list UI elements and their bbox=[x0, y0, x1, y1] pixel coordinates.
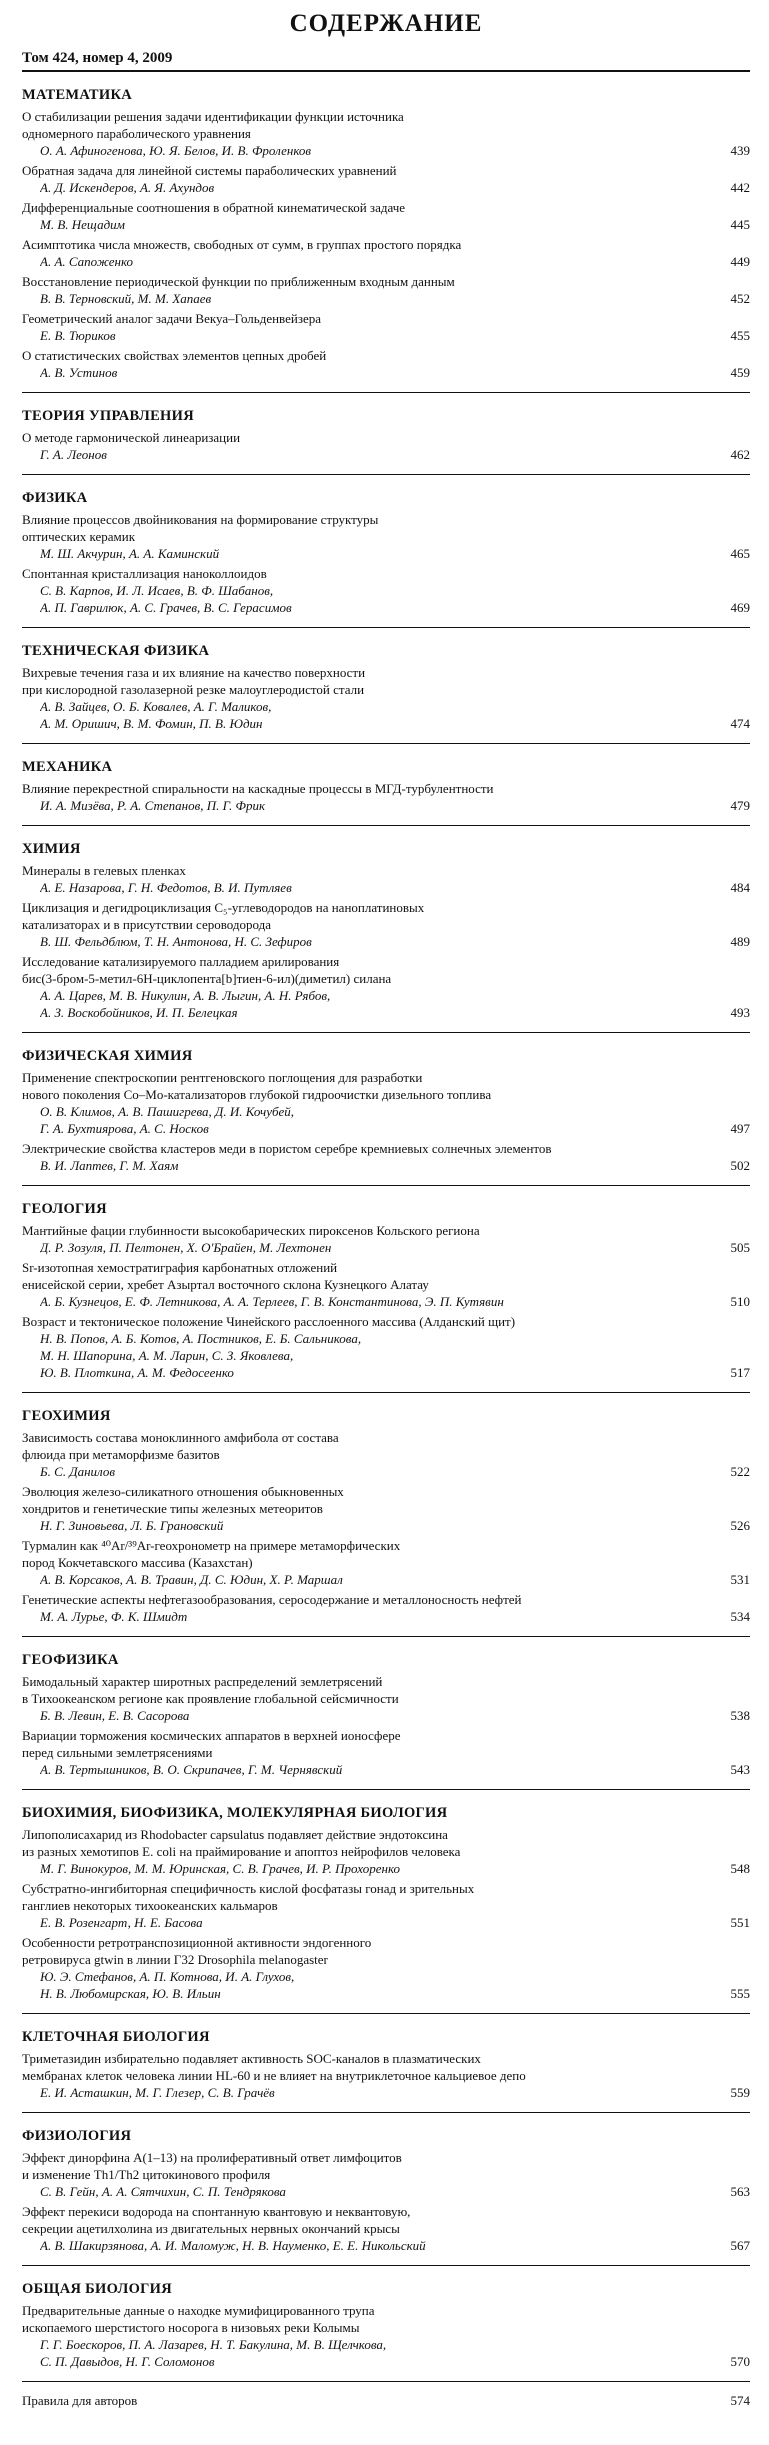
article-title-line: в Тихоокеанском регионе как проявление глобальной сейсмичности bbox=[22, 1691, 399, 1706]
article-entry bbox=[22, 953, 750, 1021]
toc-section bbox=[22, 393, 750, 474]
article-entry bbox=[22, 664, 750, 732]
article-entry bbox=[22, 2203, 750, 2254]
article-byline bbox=[22, 1707, 750, 1724]
article-entry bbox=[22, 1259, 750, 1310]
article-title-line: Исследование катализируемого палладием арилирования bbox=[22, 954, 340, 969]
page-number: 570 bbox=[730, 2354, 750, 2369]
article-byline bbox=[22, 142, 750, 159]
page-number: 531 bbox=[730, 1572, 750, 1587]
article-authors bbox=[22, 216, 710, 233]
author-line: М. Н. Шапорина, А. М. Ларин, С. З. Яковлева, bbox=[40, 1348, 294, 1363]
section-title: ГЕОФИЗИКА bbox=[22, 1652, 119, 1668]
issue-info: Том 424, номер 4, 2009 bbox=[22, 50, 173, 66]
article-title-line: Субстратно-ингибиторная специфичность кислой фосфатазы гонад и зрительных bbox=[22, 1881, 475, 1896]
page-number: 474 bbox=[730, 716, 750, 731]
article-authors bbox=[22, 1293, 710, 1310]
page-number: 442 bbox=[730, 180, 750, 195]
article-authors bbox=[22, 1239, 710, 1256]
article-entry bbox=[22, 1140, 750, 1174]
page-number: 567 bbox=[730, 2238, 750, 2253]
article-authors bbox=[22, 2237, 710, 2254]
author-line: А. В. Шакирзянова, А. И. Маломуж, Н. В. Науменко, Е. Е. Никольский bbox=[40, 2238, 426, 2253]
page-number: 534 bbox=[730, 1609, 750, 1624]
toc-section bbox=[22, 1790, 750, 2013]
article-title-line: ретровируса gtwin в линии Г32 Drosophila melanogaster bbox=[22, 1952, 328, 1967]
article-title-line: Вихревые течения газа и их влияние на качество поверхности bbox=[22, 665, 366, 680]
author-line: М. Г. Винокуров, М. М. Юринская, С. В. Грачев, И. Р. Прохоренко bbox=[40, 1861, 401, 1876]
article-byline bbox=[22, 1103, 750, 1137]
toc-section bbox=[22, 475, 750, 627]
article-authors bbox=[22, 1330, 710, 1381]
article-byline bbox=[22, 1914, 750, 1931]
article-byline bbox=[22, 2336, 750, 2370]
article-byline bbox=[22, 1517, 750, 1534]
article-byline bbox=[22, 1463, 750, 1480]
page-number: 551 bbox=[730, 1915, 750, 1930]
author-line: С. В. Карпов, И. Л. Исаев, В. Ф. Шабанов, bbox=[40, 583, 274, 598]
author-line: А. В. Корсаков, А. В. Травин, Д. С. Юдин, Х. Р. Маршал bbox=[40, 1572, 343, 1587]
author-line: А. З. Воскобойников, И. П. Белецкая bbox=[40, 1005, 238, 1020]
article-byline bbox=[22, 1968, 750, 2002]
article-entry bbox=[22, 862, 750, 896]
page-number: 459 bbox=[730, 365, 750, 380]
article-title-line: Геометрический аналог задачи Векуа–Гольденвейзера bbox=[22, 311, 322, 326]
article-authors bbox=[22, 797, 710, 814]
author-line: А. В. Зайцев, О. Б. Ковалев, А. Г. Маликов, bbox=[40, 699, 272, 714]
article-entry bbox=[22, 1313, 750, 1381]
article-byline bbox=[22, 1860, 750, 1877]
article-byline bbox=[22, 179, 750, 196]
section-title: ХИМИЯ bbox=[22, 841, 81, 857]
toc-section bbox=[22, 72, 750, 392]
article-byline bbox=[22, 2183, 750, 2200]
article-title-line: Электрические свойства кластеров меди в пористом серебре кремниевых солнечных элементов bbox=[22, 1141, 552, 1156]
author-line: А. В. Тертышников, В. О. Скрипачев, Г. М. Чернявский bbox=[40, 1762, 343, 1777]
page-number: 563 bbox=[730, 2184, 750, 2199]
author-line: О. А. Афиногенова, Ю. Я. Белов, И. В. Фроленков bbox=[40, 143, 312, 158]
author-line: В. И. Лаптев, Г. М. Хаям bbox=[40, 1158, 179, 1173]
section-title: ОБЩАЯ БИОЛОГИЯ bbox=[22, 2281, 173, 2297]
article-title-line: при кислородной газолазерной резке малоуглеродистой стали bbox=[22, 682, 365, 697]
article-authors bbox=[22, 879, 710, 896]
author-line: А. Б. Кузнецов, Е. Ф. Летникова, А. А. Терлеев, Г. В. Константинова, Э. П. Кутявин bbox=[40, 1294, 504, 1309]
article-title-line: Дифференциальные соотношения в обратной кинематической задаче bbox=[22, 200, 406, 215]
page-number: 517 bbox=[730, 1365, 750, 1380]
page-number: 526 bbox=[730, 1518, 750, 1533]
article-byline bbox=[22, 253, 750, 270]
article-title-line: Влияние перекрестной спиральности на каскадные процессы в МГД-турбулентности bbox=[22, 781, 494, 796]
article-byline bbox=[22, 2084, 750, 2101]
article-entry bbox=[22, 780, 750, 814]
article-title-line: Особенности ретротранспозиционной активности эндогенного bbox=[22, 1935, 372, 1950]
page-number: 493 bbox=[730, 1005, 750, 1020]
section-title: ГЕОЛОГИЯ bbox=[22, 1201, 107, 1217]
article-title-line: мембранах клеток человека линии HL-60 и не влияет на внутриклеточное кальциевое депо bbox=[22, 2068, 526, 2083]
article-entry bbox=[22, 347, 750, 381]
section-title: ТЕХНИЧЕСКАЯ ФИЗИКА bbox=[22, 643, 210, 659]
article-entry bbox=[22, 310, 750, 344]
article-authors bbox=[22, 2183, 710, 2200]
author-line: Ю. В. Плоткина, А. М. Федосеенко bbox=[40, 1365, 234, 1380]
article-authors bbox=[22, 142, 710, 159]
toc-section bbox=[22, 2113, 750, 2265]
article-entry bbox=[22, 199, 750, 233]
article-byline bbox=[22, 290, 750, 307]
article-entry bbox=[22, 899, 750, 950]
article-title-line: Циклизация и дегидроциклизация C₅-углеводородов на наноплатиновых bbox=[22, 900, 425, 915]
author-line: Е. В. Розенгарт, Н. Е. Басова bbox=[40, 1915, 203, 1930]
article-byline bbox=[22, 446, 750, 463]
article-entry bbox=[22, 162, 750, 196]
article-authors bbox=[22, 1103, 710, 1137]
article-authors bbox=[22, 933, 710, 950]
toc-section bbox=[22, 1186, 750, 1392]
article-entry bbox=[22, 108, 750, 159]
page-number: 469 bbox=[730, 600, 750, 615]
author-line: Н. В. Любомирская, Ю. В. Ильин bbox=[40, 1986, 221, 2001]
article-authors bbox=[22, 327, 710, 344]
article-title-line: Восстановление периодической функции по приближенным входным данным bbox=[22, 274, 455, 289]
article-authors bbox=[22, 1968, 710, 2002]
article-title-line: Влияние процессов двойникования на формирование структуры bbox=[22, 512, 379, 527]
article-entry bbox=[22, 511, 750, 562]
article-title-line: флюида при метаморфизме базитов bbox=[22, 1447, 220, 1462]
section-title: ТЕОРИЯ УПРАВЛЕНИЯ bbox=[22, 408, 194, 424]
article-title-line: и изменение Th1/Th2 цитокинового профиля bbox=[22, 2167, 271, 2182]
article-authors bbox=[22, 1571, 710, 1588]
article-authors bbox=[22, 987, 710, 1021]
author-line: А. Е. Назарова, Г. Н. Федотов, В. И. Путляев bbox=[40, 880, 292, 895]
article-title-line: Вариации торможения космических аппаратов в верхней ионосфере bbox=[22, 1728, 401, 1743]
article-byline bbox=[22, 1608, 750, 1625]
page-number: 522 bbox=[730, 1464, 750, 1479]
page-number: 543 bbox=[730, 1762, 750, 1777]
article-title-line: Эффект перекиси водорода на спонтанную квантовую и неквантовую, bbox=[22, 2204, 411, 2219]
article-byline bbox=[22, 216, 750, 233]
article-authors bbox=[22, 1761, 710, 1778]
article-byline bbox=[22, 1761, 750, 1778]
article-authors bbox=[22, 364, 710, 381]
page-number: 449 bbox=[730, 254, 750, 269]
article-byline bbox=[22, 364, 750, 381]
author-line: С. П. Давыдов, Н. Г. Соломонов bbox=[40, 2354, 215, 2369]
article-byline bbox=[22, 1571, 750, 1588]
article-authors bbox=[22, 290, 710, 307]
article-title-line: О статистических свойствах элементов цепных дробей bbox=[22, 348, 327, 363]
author-line: Г. А. Леонов bbox=[40, 447, 107, 462]
article-title-line: Асимптотика числа множеств, свободных от сумм, в группах простого порядка bbox=[22, 237, 462, 252]
article-byline bbox=[22, 933, 750, 950]
article-title-line: Эффект динорфина A(1–13) на пролиферативный ответ лимфоцитов bbox=[22, 2150, 402, 2165]
author-line: А. П. Гаврилюк, А. С. Грачев, В. С. Герасимов bbox=[40, 600, 292, 615]
toc-section bbox=[22, 1033, 750, 1185]
article-entry bbox=[22, 1222, 750, 1256]
page-number: 502 bbox=[730, 1158, 750, 1173]
toc-section bbox=[22, 2014, 750, 2112]
article-entry bbox=[22, 1880, 750, 1931]
article-entry bbox=[22, 1429, 750, 1480]
article-title-line: секреции ацетилхолина из двигательных нервных окончаний крысы bbox=[22, 2221, 400, 2236]
article-title-line: Зависимость состава моноклинного амфибола от состава bbox=[22, 1430, 339, 1445]
author-line: А. Д. Искендеров, А. Я. Ахундов bbox=[40, 180, 215, 195]
article-entry bbox=[22, 1673, 750, 1724]
article-authors bbox=[22, 1157, 710, 1174]
article-title-line: ископаемого шерстистого носорога в низовьях реки Колымы bbox=[22, 2320, 360, 2335]
article-byline bbox=[22, 327, 750, 344]
article-title-line: одномерного параболического уравнения bbox=[22, 126, 251, 141]
section-title: КЛЕТОЧНАЯ БИОЛОГИЯ bbox=[22, 2029, 210, 2045]
author-line: А. М. Оришич, В. М. Фомин, П. В. Юдин bbox=[40, 716, 263, 731]
page-number: 455 bbox=[730, 328, 750, 343]
toc-section bbox=[22, 826, 750, 1032]
article-authors bbox=[22, 1517, 710, 1534]
article-title-line: бис(3-бром-5-метил-6H-циклопента[b]тиен-6-ил)(диметил) силана bbox=[22, 971, 392, 986]
article-entry bbox=[22, 1934, 750, 2002]
article-byline bbox=[22, 797, 750, 814]
section-title: МЕХАНИКА bbox=[22, 759, 113, 775]
article-entry bbox=[22, 2302, 750, 2370]
article-authors bbox=[22, 2084, 710, 2101]
page-number: 538 bbox=[730, 1708, 750, 1723]
article-byline bbox=[22, 698, 750, 732]
article-title-line: Спонтанная кристаллизация наноколлоидов bbox=[22, 566, 267, 581]
page-number: 548 bbox=[730, 1861, 750, 1876]
article-byline bbox=[22, 1157, 750, 1174]
section-title: МАТЕМАТИКА bbox=[22, 87, 133, 103]
article-byline bbox=[22, 1330, 750, 1381]
author-line: В. В. Терновский, М. М. Хапаев bbox=[40, 291, 212, 306]
author-line: М. А. Лурье, Ф. К. Шмидт bbox=[40, 1609, 188, 1624]
article-byline bbox=[22, 545, 750, 562]
article-title-line: Триметазидин избирательно подавляет активность SOC-каналов в плазматических bbox=[22, 2051, 481, 2066]
page-number: 497 bbox=[730, 1121, 750, 1136]
article-entry bbox=[22, 565, 750, 616]
article-title-line: Применение спектроскопии рентгеновского поглощения для разработки bbox=[22, 1070, 423, 1085]
page-number: 479 bbox=[730, 798, 750, 813]
footer-page-number: 574 bbox=[730, 2393, 750, 2408]
article-entry bbox=[22, 1591, 750, 1625]
article-title-line: Липополисахарид из Rhodobacter capsulatus подавляет действие эндотоксина bbox=[22, 1827, 448, 1842]
article-authors bbox=[22, 1463, 710, 1480]
article-byline bbox=[22, 582, 750, 616]
page-number: 465 bbox=[730, 546, 750, 561]
page-number: 439 bbox=[730, 143, 750, 158]
page-number: 505 bbox=[730, 1240, 750, 1255]
author-line: Д. Р. Зозуля, П. Пелтонен, Х. О'Брайен, М. Лехтонен bbox=[40, 1240, 332, 1255]
author-line: Е. И. Асташкин, М. Г. Глезер, С. В. Грачёв bbox=[40, 2085, 275, 2100]
article-title-line: Бимодальный характер широтных распределений землетрясений bbox=[22, 1674, 383, 1689]
author-line: Б. В. Левин, Е. В. Сасорова bbox=[40, 1708, 190, 1723]
toc-section bbox=[22, 744, 750, 825]
author-line: Н. В. Попов, А. Б. Котов, А. Постников, Е. Б. Сальникова, bbox=[40, 1331, 362, 1346]
article-entry bbox=[22, 273, 750, 307]
article-authors bbox=[22, 179, 710, 196]
author-line: Г. А. Бухтиярова, А. С. Носков bbox=[40, 1121, 209, 1136]
author-line: Ю. Э. Стефанов, А. П. Котнова, И. А. Глухов, bbox=[40, 1969, 295, 1984]
section-title: ГЕОХИМИЯ bbox=[22, 1408, 111, 1424]
contents-page bbox=[22, 0, 750, 2410]
page-number: 555 bbox=[730, 1986, 750, 2001]
article-title-line: Эволюция железо-силикатного отношения обыкновенных bbox=[22, 1484, 344, 1499]
section-title: ФИЗИКА bbox=[22, 490, 88, 506]
sections-list bbox=[22, 72, 750, 2381]
article-authors bbox=[22, 1860, 710, 1877]
article-title-line: ганглиев некоторых тихоокеанских кальмаров bbox=[22, 1898, 278, 1913]
article-title-line: Турмалин как ⁴⁰Ar/³⁹Ar-геохронометр на примере метаморфических bbox=[22, 1538, 401, 1553]
article-entry bbox=[22, 1727, 750, 1778]
page-number: 510 bbox=[730, 1294, 750, 1309]
author-line: Е. В. Тюриков bbox=[40, 328, 116, 343]
article-title-line: О методе гармонической линеаризации bbox=[22, 430, 241, 445]
article-authors bbox=[22, 698, 710, 732]
article-authors bbox=[22, 1608, 710, 1625]
article-entry bbox=[22, 1537, 750, 1588]
article-byline bbox=[22, 1239, 750, 1256]
page-number: 559 bbox=[730, 2085, 750, 2100]
article-entry bbox=[22, 2149, 750, 2200]
footer-entry bbox=[22, 2382, 750, 2410]
toc-section bbox=[22, 628, 750, 743]
article-entry bbox=[22, 236, 750, 270]
article-title-line: О стабилизации решения задачи идентификации функции источника bbox=[22, 109, 404, 124]
article-title-line: енисейской серии, хребет Азыртал восточного склона Кузнецкого Алатау bbox=[22, 1277, 429, 1292]
article-entry bbox=[22, 2050, 750, 2101]
article-authors bbox=[22, 582, 710, 616]
page-number: 445 bbox=[730, 217, 750, 232]
author-line: С. В. Гейн, А. А. Сятчихин, С. П. Тендрякова bbox=[40, 2184, 286, 2199]
article-title-line: из разных хемотипов E. coli на праймирование и апоптоз нейрофилов человека bbox=[22, 1844, 461, 1859]
article-authors bbox=[22, 1707, 710, 1724]
toc-section bbox=[22, 2266, 750, 2381]
article-authors bbox=[22, 446, 710, 463]
article-title-line: катализаторах и в присутствии сероводорода bbox=[22, 917, 272, 932]
article-title-line: Предварительные данные о находке мумифицированного трупа bbox=[22, 2303, 375, 2318]
author-line: А. В. Устинов bbox=[40, 365, 118, 380]
author-line: М. Ш. Акчурин, А. А. Каминский bbox=[40, 546, 220, 561]
article-byline bbox=[22, 2237, 750, 2254]
section-title: ФИЗИОЛОГИЯ bbox=[22, 2128, 132, 2144]
article-title-line: Мантийные фации глубинности высокобарических пироксенов Кольского региона bbox=[22, 1223, 480, 1238]
footer-label: Правила для авторов bbox=[22, 2393, 138, 2408]
author-line: Г. Г. Боескоров, П. А. Лазарев, Н. Т. Бакулина, М. В. Щелчкова, bbox=[40, 2337, 387, 2352]
article-authors bbox=[22, 253, 710, 270]
article-title-line: оптических керамик bbox=[22, 529, 136, 544]
article-title-line: Минералы в гелевых пленках bbox=[22, 863, 186, 878]
article-title-line: хондритов и генетические типы железных метеоритов bbox=[22, 1501, 323, 1516]
page-number: 484 bbox=[730, 880, 750, 895]
article-authors bbox=[22, 2336, 710, 2370]
article-title-line: пород Кокчетавского массива (Казахстан) bbox=[22, 1555, 253, 1570]
article-entry bbox=[22, 1826, 750, 1877]
author-line: Н. Г. Зиновьева, Л. Б. Грановский bbox=[40, 1518, 224, 1533]
article-authors bbox=[22, 1914, 710, 1931]
section-title: БИОХИМИЯ, БИОФИЗИКА, МОЛЕКУЛЯРНАЯ БИОЛОГИЯ bbox=[22, 1805, 448, 1821]
page-number: 489 bbox=[730, 934, 750, 949]
author-line: А. А. Царев, М. В. Никулин, А. В. Лыгин, А. Н. Рябов, bbox=[40, 988, 331, 1003]
article-authors bbox=[22, 545, 710, 562]
toc-section bbox=[22, 1393, 750, 1636]
author-line: А. А. Сапоженко bbox=[40, 254, 134, 269]
author-line: Б. С. Данилов bbox=[40, 1464, 116, 1479]
article-entry bbox=[22, 1483, 750, 1534]
article-title-line: Возраст и тектоническое положение Чинейского расслоенного массива (Алданский щит) bbox=[22, 1314, 516, 1329]
article-title-line: Sr-изотопная хемостратиграфия карбонатных отложений bbox=[22, 1260, 338, 1275]
author-line: И. А. Мизёва, Р. А. Степанов, П. Г. Фрик bbox=[40, 798, 266, 813]
article-title-line: Обратная задача для линейной системы параболических уравнений bbox=[22, 163, 397, 178]
page-number: 452 bbox=[730, 291, 750, 306]
page-title: СОДЕРЖАНИЕ bbox=[289, 10, 483, 37]
author-line: М. В. Нещадим bbox=[40, 217, 125, 232]
article-title-line: Генетические аспекты нефтегазообразования, серосодержание и металлоносность нефтей bbox=[22, 1592, 522, 1607]
section-title: ФИЗИЧЕСКАЯ ХИМИЯ bbox=[22, 1048, 193, 1064]
toc-section bbox=[22, 1637, 750, 1789]
article-byline bbox=[22, 1293, 750, 1310]
article-title-line: нового поколения Co–Mo-катализаторов глубокой гидроочистки дизельного топлива bbox=[22, 1087, 492, 1102]
article-title-line: перед сильными землетрясениями bbox=[22, 1745, 213, 1760]
page-number: 462 bbox=[730, 447, 750, 462]
article-entry bbox=[22, 1069, 750, 1137]
author-line: О. В. Климов, А. В. Пашигрева, Д. И. Кочубей, bbox=[40, 1104, 295, 1119]
article-byline bbox=[22, 987, 750, 1021]
article-entry bbox=[22, 429, 750, 463]
article-byline bbox=[22, 879, 750, 896]
author-line: В. Ш. Фельдблюм, Т. Н. Антонова, Н. С. Зефиров bbox=[40, 934, 312, 949]
